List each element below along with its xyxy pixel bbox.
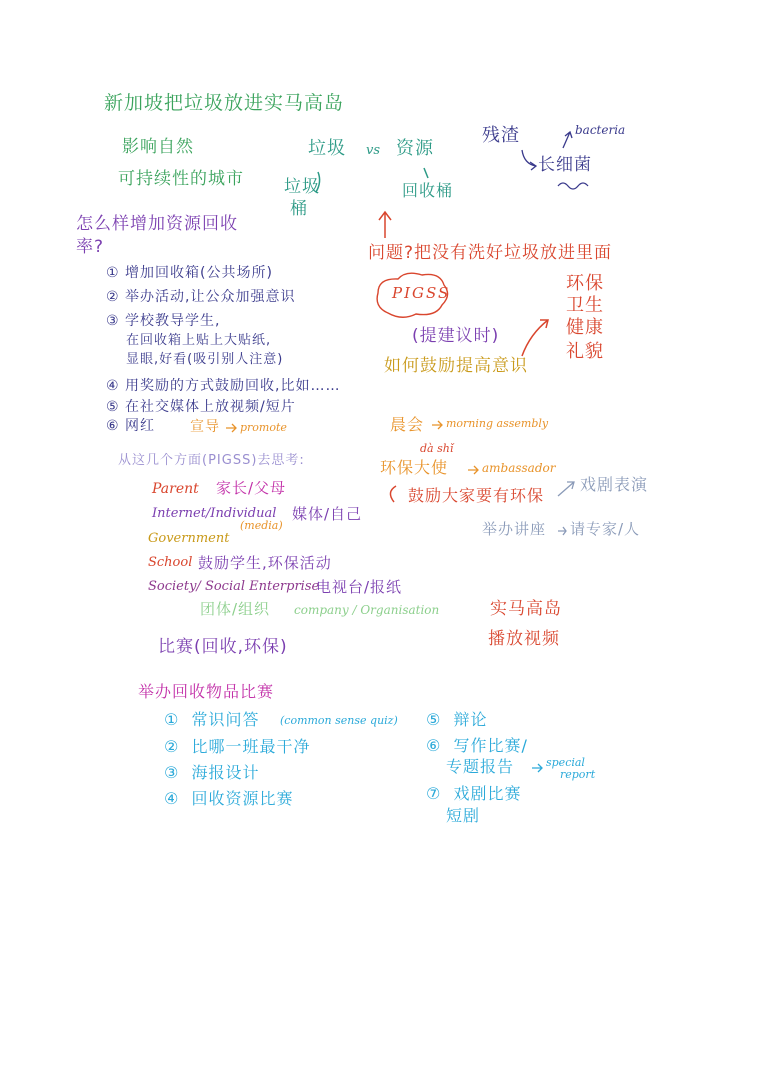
arrow-to-bacteria-zh xyxy=(522,150,536,170)
list2-item-1-en: (common sense quiz) xyxy=(280,714,398,727)
word-environment: 环保 xyxy=(566,273,604,294)
pigss-internet-sub: (media) xyxy=(240,519,283,532)
competition: 比赛(回收,环保) xyxy=(158,637,288,657)
special-2: report xyxy=(560,768,596,781)
pigss-society-zh: 电视台/报纸 xyxy=(316,578,403,596)
arrow-to-problem xyxy=(379,212,391,238)
list1-item-6: ⑥ 网红 xyxy=(106,418,156,434)
list2-item-4: ④ 回收资源比赛 xyxy=(164,789,294,808)
hold-competition: 举办回收物品比赛 xyxy=(138,682,275,701)
squiggle xyxy=(558,183,588,189)
sustainable-city: 可持续性的城市 xyxy=(118,169,244,189)
group-en: company / Organisation xyxy=(294,603,440,617)
how-encourage: 如何鼓励提高意识 xyxy=(384,356,528,376)
impact-nature: 影响自然 xyxy=(122,137,194,157)
bin-1: 垃圾 xyxy=(284,177,320,197)
word-manners: 礼貌 xyxy=(566,341,604,362)
arrow-morning xyxy=(432,421,442,429)
pigss-school-zh: 鼓励学生,环保活动 xyxy=(198,554,332,572)
word-hygiene: 卫生 xyxy=(566,295,604,316)
pigss-parent-en: Parent xyxy=(152,481,199,497)
list1-item-1: ① 增加回收箱(公共场所) xyxy=(106,265,273,281)
lecture: 举办讲座 xyxy=(482,520,547,538)
list2-item-6b: 专题报告 xyxy=(446,757,515,776)
list1-item-3: ③ 学校教导学生, xyxy=(106,313,221,329)
list2-item-7b: 短剧 xyxy=(446,806,481,825)
vs: vs xyxy=(366,143,381,158)
pigss: PIGSS xyxy=(392,284,451,302)
ambassador-zh: 环保大使 xyxy=(380,458,449,477)
list1-item-4: ④ 用奖励的方式鼓励回收,比如…… xyxy=(106,378,341,394)
pigss-internet-en: Internet/Individual xyxy=(152,506,277,521)
list1-item-3c: 显眼,好看(吸引别人注意) xyxy=(126,352,284,367)
problem: 问题?把没有洗好垃圾放进里面 xyxy=(368,243,613,263)
list2-item-1: ① 常识问答 xyxy=(164,710,260,729)
pigss-government-en: Government xyxy=(148,531,230,546)
list2-item-3: ③ 海报设计 xyxy=(164,763,260,782)
list2-item-7: ⑦ 戏剧比赛 xyxy=(426,784,522,803)
list2-item-2: ② 比哪一班最干净 xyxy=(164,737,311,756)
stroke-recycle-bin xyxy=(424,168,428,178)
garbage: 垃圾 xyxy=(308,138,346,159)
bin-2: 桶 xyxy=(290,199,308,219)
resources: 资源 xyxy=(396,138,434,159)
arrow-promote xyxy=(226,424,236,432)
play-video: 播放视频 xyxy=(488,629,560,649)
word-health: 健康 xyxy=(566,317,604,338)
bacteria-zh: 长细菌 xyxy=(538,155,592,175)
expert: 请专家/人 xyxy=(570,520,641,538)
promote-zh: 宣导 xyxy=(190,419,220,435)
arrow-special xyxy=(532,764,542,772)
semakau: 实马高岛 xyxy=(490,599,562,619)
residue: 残渣 xyxy=(482,125,520,146)
arrow-drama xyxy=(558,482,574,496)
think-from: 从这几个方面(PIGSS)去思考: xyxy=(118,453,305,468)
how-increase-1: 怎么样增加资源回收 xyxy=(76,214,238,234)
how-increase-2: 率? xyxy=(76,237,105,257)
pigss-parent-zh: 家长/父母 xyxy=(216,479,287,497)
list1-item-2: ② 举办活动,让公众加强意识 xyxy=(106,289,296,305)
list2-item-5: ⑤ 辩论 xyxy=(426,710,488,729)
morning-zh: 晨会 xyxy=(390,415,425,434)
list1-item-5: ⑤ 在社交媒体上放视频/短片 xyxy=(106,399,296,415)
recycling-bin: 回收桶 xyxy=(402,181,454,200)
pigss-society-en: Society/ Social Enterprise xyxy=(148,579,320,594)
hook-encourage xyxy=(390,486,396,502)
morning-en: morning assembly xyxy=(446,417,549,430)
pigss-internet-zh: 媒体/自己 xyxy=(292,505,363,523)
arrow-to-bacteria-en xyxy=(563,132,572,148)
special-1: special xyxy=(546,756,585,769)
arrow-ambassador xyxy=(468,466,478,474)
list1-item-3b: 在回收箱上贴上大贴纸, xyxy=(126,333,272,348)
bacteria-en: bacteria xyxy=(575,123,626,137)
suggestion: (提建议时) xyxy=(412,326,500,346)
drama: 戏剧表演 xyxy=(580,475,649,494)
arrow-expert xyxy=(558,527,566,535)
group-zh: 团体/组织 xyxy=(200,600,271,618)
pinyin: dà shǐ xyxy=(420,442,454,455)
arrow-to-words xyxy=(522,320,548,356)
promote-en: promote xyxy=(240,421,287,434)
pigss-school-en: School xyxy=(148,555,193,570)
list2-item-6: ⑥ 写作比赛/ xyxy=(426,736,528,755)
title: 新加坡把垃圾放进实马高岛 xyxy=(104,92,345,114)
ambassador-en: ambassador xyxy=(482,461,556,475)
encourage-all: 鼓励大家要有环保 xyxy=(408,486,545,505)
